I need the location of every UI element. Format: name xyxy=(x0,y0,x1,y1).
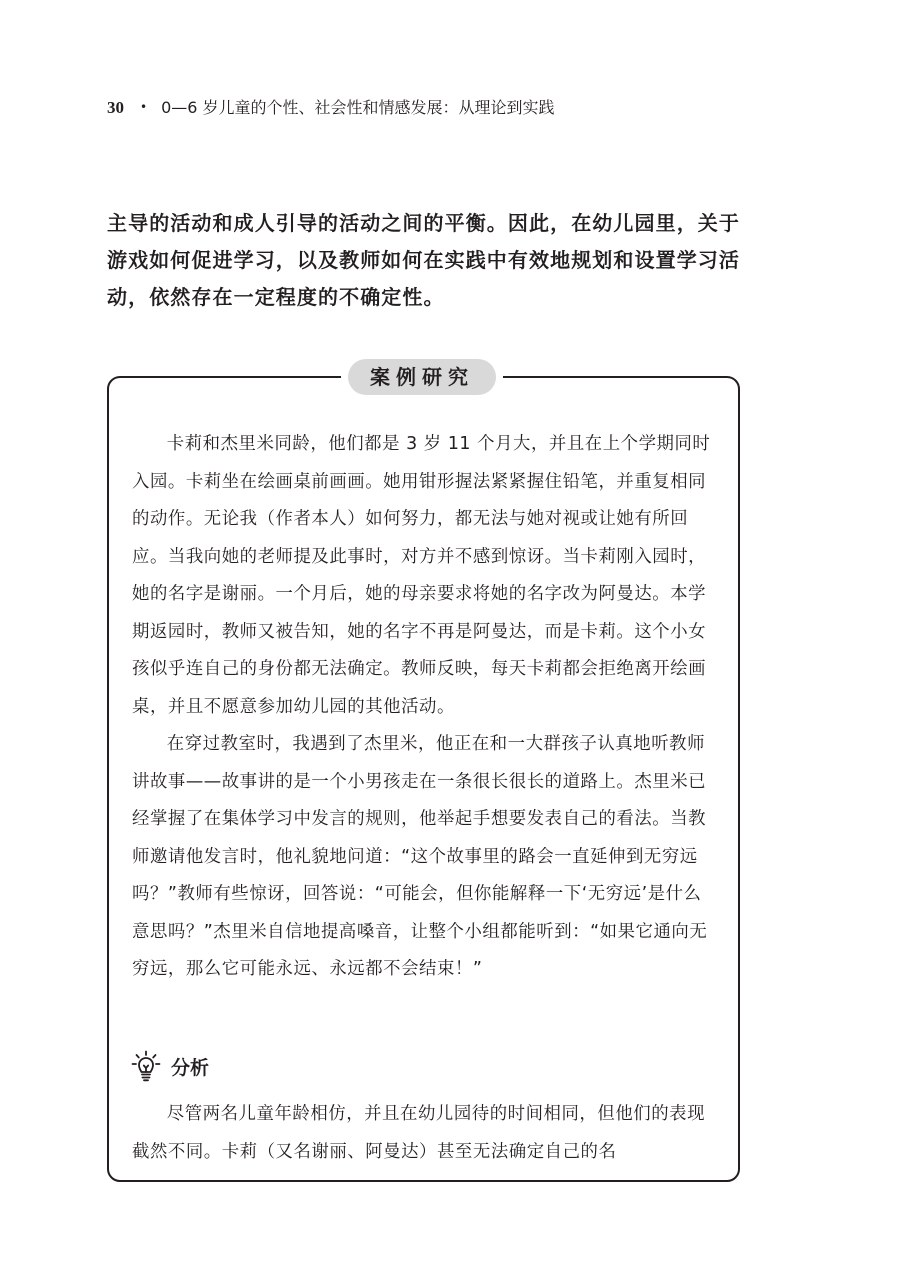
lightbulb-icon xyxy=(131,1050,161,1082)
intro-paragraph: 主导的活动和成人引导的活动之间的平衡。因此，在幼儿园里，关于游戏如何促进学习，以及教师如何在实践中有效地规划和设置学习活动，依然存在一定程度的不确定性。 xyxy=(107,211,740,309)
case-study-body xyxy=(132,426,716,989)
header-bullet: • xyxy=(140,100,148,114)
running-head xyxy=(107,96,555,119)
page-number: 30 xyxy=(107,98,124,117)
analysis-paragraph: 尽管两名儿童年龄相仿，并且在幼儿园待的时间相同，但他们的表现截然不同。卡莉（又名谢丽、阿曼达）甚至无法确定自己的名 xyxy=(132,1104,706,1162)
book-title: 0—6 岁儿童的个性、社会性和情感发展：从理论到实践 xyxy=(161,98,555,117)
case-study-paragraph: 卡莉和杰里米同龄，他们都是 3 岁 11 个月大，并且在上个学期同时入园。卡莉坐在绘画桌前画画。她用钳形握法紧紧握住铅笔，并重复相同的动作。无论我（作者本人）如何努力，都无法与她对视或让她有所回应。当我向她的老师提及此事时，对方并不感到惊讶。当卡莉刚入园时，她的名字是谢丽。一个月后，她的母亲要求将她的名字改为阿曼达。本学期返园时，教师又被告知，她的名字不再是阿曼达，而是卡莉。这个小女孩似乎连自己的身份都无法确定。教师反映，每天卡莉都会拒绝离开绘画桌，并且不愿意参加幼儿园的其他活动。 xyxy=(132,434,711,717)
case-study-paragraph: 在穿过教室时，我遇到了杰里米，他正在和一大群孩子认真地听教师讲故事——故事讲的是一个小男孩走在一条很长很长的道路上。杰里米已经掌握了在集体学习中发言的规则，他举起手想要发表自己的看法。当教师邀请他发言时，他礼貌地问道：“这个故事里的路会一直延伸到无穷远吗？”教师有些惊讶，回答说：“可能会，但你能解释一下‘无穷远’是什么意思吗？”杰里米自信地提高嗓音，让整个小组都能听到：“如果它通向无穷远，那么它可能永远、永远都不会结束！” xyxy=(132,734,708,979)
case-study-title: 案例研究 xyxy=(348,359,496,395)
analysis-label: 分析 xyxy=(171,1056,210,1079)
analysis-heading xyxy=(131,1046,209,1086)
